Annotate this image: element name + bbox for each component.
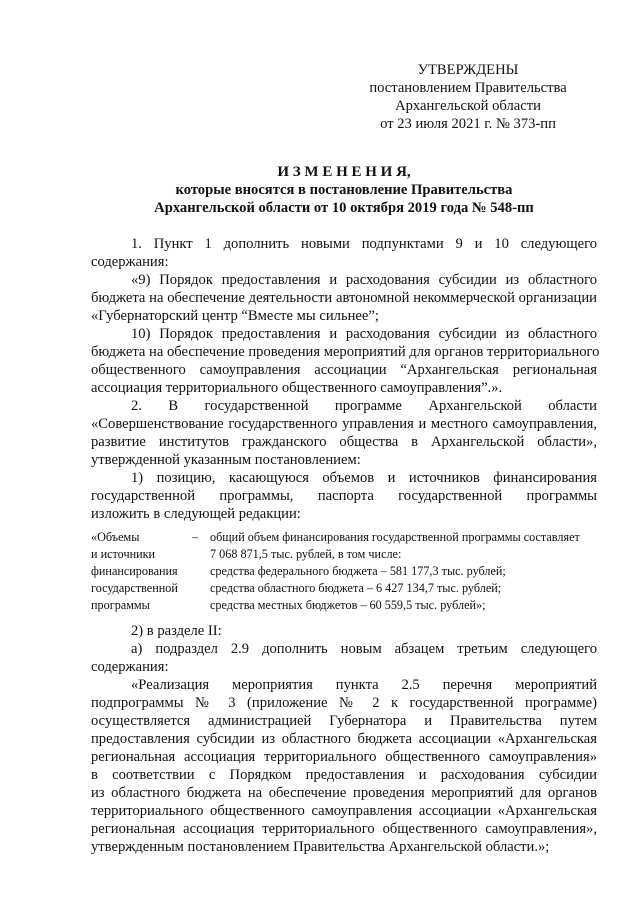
paragraph-line: бюджета на обеспечение деятельности автономной некоммерческой организации [91,290,597,306]
approval-title: УТВЕРЖДЕНЫ [417,62,519,78]
table-dash: – [192,530,199,544]
table-right-cell: 7 068 871,5 тыс. рублей, в том числе: [210,547,402,561]
table-right-cell: средства местных бюджетов – 60 559,5 тыс. рублей»; [210,598,486,612]
paragraph-line: из областного бюджета на обеспечение проведения мероприятий для органов [91,785,597,801]
paragraph-line: предоставления субсидии из областного бюджета ассоциации «Архангельская [91,731,597,747]
paragraph-line: государственной программы, паспорта государственной программы [91,488,597,504]
paragraph-line: 10) Порядок предоставления и расходования субсидии из областного [131,326,597,342]
document-title: И З М Е Н Е Н И Я, [277,164,411,180]
paragraph-line: региональная ассоциация территориального общественного самоуправления» [91,749,597,765]
paragraph-line: 1. Пункт 1 дополнить новыми подпунктами 9 и 10 следующего [131,236,597,252]
table-left-cell: финансирования [91,564,178,578]
paragraph-line: 2. В государственной программе Архангельской области [131,398,597,414]
table-right-cell: средства федерального бюджета – 581 177,3 тыс. рублей; [210,564,506,578]
approval-line: Архангельской области [395,98,541,114]
paragraph-line: а) подраздел 2.9 дополнить новым абзацем третьим следующего [131,641,597,657]
table-right-cell: средства областного бюджета – 6 427 134,7 тыс. рублей; [210,581,502,595]
paragraph-line: территориального общественного самоуправления ассоциации «Архангельская [91,803,597,819]
table-left-cell: государственной [91,581,178,595]
paragraph-line: подпрограммы № 3 (приложение № 2 к государственной программе) [91,695,597,711]
paragraph-line: «Реализация мероприятия пункта 2.5 перечня мероприятий [131,677,597,693]
table-left-cell: «Объемы [91,530,140,544]
approval-line: постановлением Правительства [369,80,567,96]
paragraph-line: содержания: [91,659,169,675]
paragraph-line: изложить в следующей редакции: [91,506,301,522]
table-left-cell: и источники [91,547,156,561]
paragraph-line: ассоциация территориального общественного самоуправления”.». [91,380,503,396]
paragraph-line: «Совершенствование государственного управления и местного самоуправления, [91,416,597,432]
paragraph-line: содержания: [91,254,169,270]
paragraph-line: в соответствии с Порядком предоставления и расходования субсидии [91,767,597,783]
paragraph-line: «Губернаторский центр “Вместе мы сильнее”; [91,308,379,324]
paragraph-line: бюджета на обеспечение проведения мероприятий для органов территориального [91,344,600,360]
paragraph-line: 1) позицию, касающуюся объемов и источников финансирования [131,470,597,486]
document-subtitle: которые вносятся в постановление Правительства [175,182,513,198]
paragraph-line: 2) в разделе II: [131,623,222,639]
paragraph-line: «9) Порядок предоставления и расходования субсидии из областного [131,272,597,288]
approval-line: от 23 июля 2021 г. № 373-пп [380,116,556,132]
document-subtitle: Архангельской области от 10 октября 2019 года № 548-пп [154,200,534,216]
paragraph-line: развитие институтов гражданского общества в Архангельской области», [91,434,597,450]
paragraph-line: утвержденной указанным постановлением: [91,452,361,468]
paragraph-line: осуществляется администрацией Губернатора и Правительства путем [91,713,597,729]
paragraph-line: региональная ассоциация территориального общественного самоуправления», [91,821,597,837]
paragraph-line: общественного самоуправления ассоциации “Архангельская региональная [91,362,597,378]
paragraph-line: утвержденным постановлением Правительства Архангельской области.»; [91,839,550,855]
table-left-cell: программы [91,598,150,612]
table-right-cell: общий объем финансирования государственной программы составляет [210,530,580,544]
